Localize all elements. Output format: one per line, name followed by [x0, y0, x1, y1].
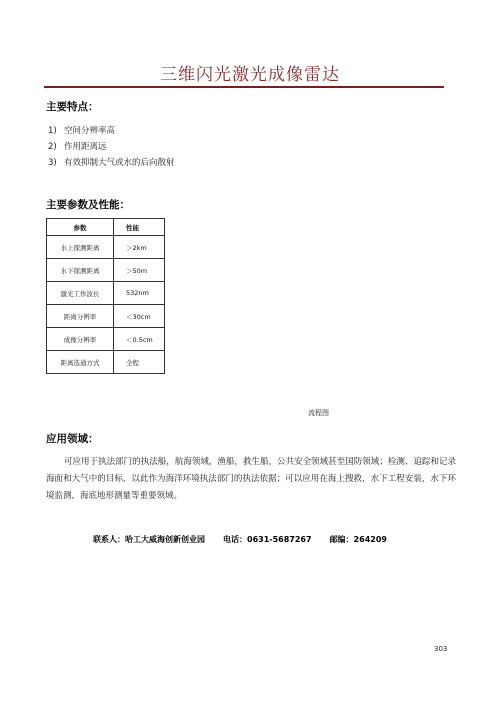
- column-header: 性能: [114, 219, 165, 236]
- title-rule: [44, 86, 444, 88]
- feature-text: 作用距离远: [64, 142, 107, 152]
- param-name: 激光工作波长: [47, 282, 114, 305]
- table-row: [47, 259, 165, 282]
- page-number: 303: [434, 645, 448, 653]
- feature-number: 3): [48, 158, 57, 168]
- feature-text: 有效抑制大气或水的后向散射: [64, 158, 175, 168]
- column-header: 参数: [47, 219, 114, 236]
- param-value: 532nm: [114, 282, 165, 305]
- contact-person: 联系人：哈工大威海创新创业园: [93, 535, 205, 544]
- param-value: ＞50m: [114, 259, 165, 282]
- param-name: 距离选通方式: [47, 351, 114, 374]
- contact-phone: 电话：0631-5687267: [223, 535, 312, 544]
- page-title: 三维闪光激光成像雷达: [160, 65, 340, 85]
- table-header-row: [47, 219, 165, 236]
- feature-item: [48, 124, 115, 136]
- param-value: 全程: [114, 351, 165, 374]
- contact-postcode: 邮编：264209: [329, 535, 387, 544]
- param-name: 成像分辨率: [47, 328, 114, 351]
- param-value: ＜0.5cm: [114, 328, 165, 351]
- param-name: 距离分辨率: [47, 305, 114, 328]
- feature-number: 1): [48, 126, 57, 136]
- feature-text: 空间分辨率高: [64, 126, 116, 136]
- table-row: [47, 305, 165, 328]
- figure-caption: 流程图: [308, 409, 329, 417]
- feature-item: [48, 156, 175, 168]
- feature-item: [48, 140, 107, 152]
- table-row: [47, 351, 165, 374]
- params-table: [46, 218, 165, 374]
- params-heading: 主要参数及性能：: [46, 199, 130, 211]
- param-value: ＜30cm: [114, 305, 165, 328]
- param-name: 水上探测距离: [47, 236, 114, 259]
- feature-number: 2): [48, 142, 57, 152]
- table-row: [47, 282, 165, 305]
- param-name: 水下探测距离: [47, 259, 114, 282]
- contact-line: [93, 534, 405, 545]
- table-row: [47, 328, 165, 351]
- features-heading: 主要特点：: [46, 101, 99, 113]
- application-heading: 应用领域：: [46, 433, 99, 445]
- param-value: ＞2km: [114, 236, 165, 259]
- application-paragraph: 可应用于执法部门的执法船，航海领域，渔船，救生船，公共安全领域甚至国防领域；检测、追踪和记录海面和大气中的目标，以此作为海洋环境执法部门的执法依据；可以应用在海上搜救，水下工程安装，水下环境监测，海底地形测量等重要领域。: [46, 457, 456, 501]
- table-row: [47, 236, 165, 259]
